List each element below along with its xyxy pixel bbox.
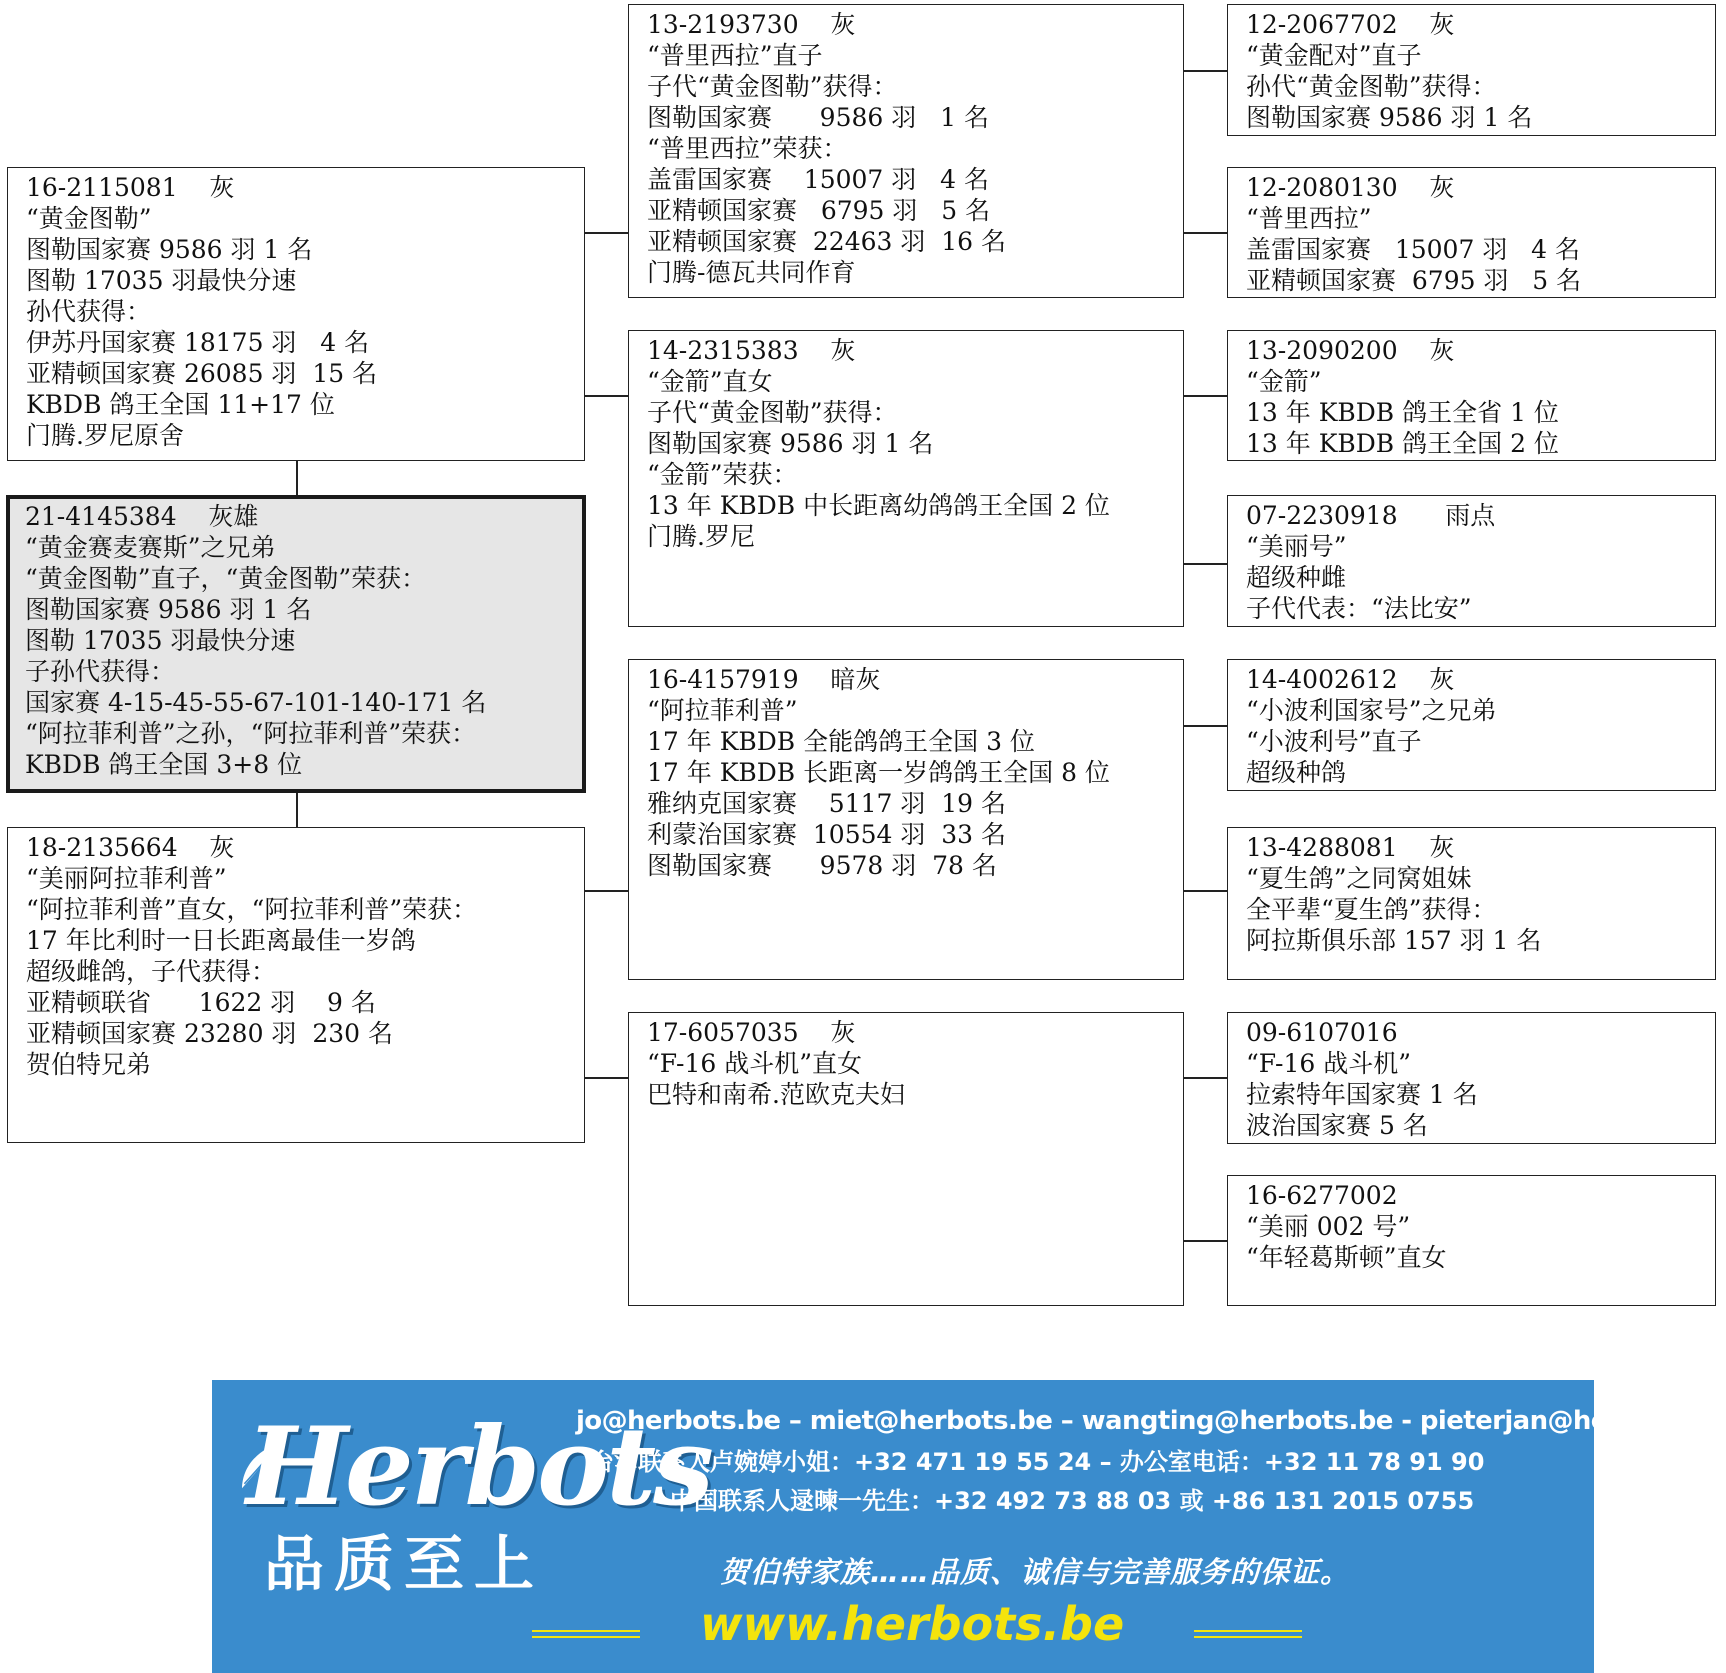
- website-right-rule-2: [1194, 1636, 1302, 1638]
- card-line: 阿拉斯俱乐部 157 羽 1 名: [1246, 926, 1542, 955]
- website-right-rule: [1194, 1630, 1302, 1632]
- website-link[interactable]: www.herbots.be: [700, 1597, 1125, 1651]
- ring-number-line: 18-2135664 灰: [26, 833, 235, 862]
- brand-slogan: 品质至上: [264, 1530, 544, 1600]
- card-line: 超级雌鸽，子代获得：: [26, 957, 277, 986]
- pigeon-name-line: “黄金图勒”: [26, 204, 152, 233]
- card-line: 孙代获得：: [26, 297, 152, 326]
- card-line: 超级种鸽: [1246, 758, 1347, 787]
- card-line: “普里西拉”荣获：: [647, 134, 848, 163]
- connector-sire-dam: [584, 395, 628, 397]
- card-line: 超级种雌: [1246, 563, 1347, 592]
- ring-number-line: 21-4145384 灰雄: [25, 502, 259, 531]
- card-line: 国家赛 4-15-45-55-67-101-140-171 名: [25, 688, 487, 717]
- tagline: 贺伯特家族……品质、诚信与完善服务的保证。: [720, 1555, 1351, 1589]
- card-line: 亚精顿联省 1622 羽 9 名: [26, 988, 376, 1017]
- card-line: 13 年 KBDB 中长距离幼鸽鸽王全国 2 位: [647, 491, 1110, 520]
- card-line: 盖雷国家赛 15007 羽 4 名: [1246, 235, 1581, 264]
- card-line: 17 年比利时一日长距离最佳一岁鸽: [26, 926, 416, 955]
- ring-number-line: 12-2080130 灰: [1246, 173, 1455, 202]
- card-line: KBDB 鸽王全国 3+8 位: [25, 750, 303, 779]
- card-line: 图勒 17035 羽最快分速: [26, 266, 297, 295]
- pigeon-name-line: “美丽阿拉菲利普”: [26, 864, 227, 893]
- herbots-banner: [212, 1380, 1726, 1673]
- ggp-card-1: [1227, 4, 1716, 136]
- dam-sire-card: [628, 659, 1184, 980]
- card-line: “黄金图勒”直子，“黄金图勒”荣获：: [25, 564, 427, 593]
- website-left-rule-2: [532, 1636, 640, 1638]
- pigeon-name-line: “金箭”: [1246, 367, 1322, 396]
- card-line: 13 年 KBDB 鸽王全国 2 位: [1246, 429, 1559, 458]
- sire-sire-card: [628, 4, 1184, 298]
- pigeon-name-line: “黄金配对”直子: [1246, 41, 1422, 70]
- ring-number-line: 07-2230918 雨点: [1246, 501, 1496, 530]
- ggp-card-7: [1227, 1012, 1716, 1144]
- pigeon-name-line: “F-16 战斗机”: [1246, 1049, 1411, 1078]
- ring-number-line: 14-4002612 灰: [1246, 665, 1455, 694]
- connector-ggp-2: [1183, 232, 1227, 234]
- connector-ggp-8: [1183, 1240, 1227, 1242]
- pigeon-name-line: “黄金赛麦赛斯”之兄弟: [25, 533, 276, 562]
- card-line: 波治国家赛 5 名: [1246, 1111, 1428, 1140]
- ggp-card-6: [1227, 827, 1716, 980]
- card-line: 门腾.罗尼: [647, 522, 755, 551]
- connector-ggp-7: [1183, 1077, 1227, 1079]
- ring-number-line: 16-6277002: [1246, 1181, 1398, 1210]
- taiwan-contact: 台湾联系人卢婉婷小姐：+32 471 19 55 24 – 办公室电话：+32 11 78 91 90: [590, 1448, 1485, 1476]
- card-line: 亚精顿国家赛 23280 羽 230 名: [26, 1019, 393, 1048]
- ring-number-line: 14-2315383 灰: [647, 336, 856, 365]
- ring-number-line: 13-2193730 灰: [647, 10, 856, 39]
- connector-sire-subject: [296, 461, 298, 497]
- pigeon-name-line: “普里西拉”直子: [647, 41, 823, 70]
- card-line: 利蒙治国家赛 10554 羽 33 名: [647, 820, 1007, 849]
- card-line: “金箭”荣获：: [647, 460, 798, 489]
- card-line: KBDB 鸽王全国 11+17 位: [26, 390, 335, 419]
- sire-dam-card: [628, 330, 1184, 627]
- ggp-card-3: [1227, 330, 1716, 461]
- connector-ggp-1: [1183, 70, 1227, 72]
- website-left-rule: [532, 1630, 640, 1632]
- dam-dam-card: [628, 1012, 1184, 1306]
- card-line: 17 年 KBDB 长距离一岁鸽鸽王全国 8 位: [647, 758, 1110, 787]
- pigeon-name-line: “美丽号”: [1246, 532, 1347, 561]
- card-line: 拉索特年国家赛 1 名: [1246, 1080, 1478, 1109]
- card-line: 巴特和南希.范欧克夫妇: [647, 1080, 905, 1109]
- card-line: 图勒国家赛 9586 羽 1 名: [25, 595, 312, 624]
- card-line: 亚精顿国家赛 26085 羽 15 名: [26, 359, 378, 388]
- dam-card: [7, 827, 585, 1143]
- card-line: 门腾.罗尼原舍: [26, 421, 184, 450]
- card-line: 13 年 KBDB 鸽王全省 1 位: [1246, 398, 1559, 427]
- email-contacts[interactable]: jo@herbots.be – miet@herbots.be – wangting@herbots.be - pieterjan@herbots.be: [576, 1406, 1726, 1436]
- ring-number-line: 09-6107016: [1246, 1018, 1398, 1047]
- ggp-card-5: [1227, 659, 1716, 791]
- connector-ggp-4: [1183, 563, 1227, 565]
- card-line: 亚精顿国家赛 6795 羽 5 名: [1246, 266, 1582, 295]
- card-line: 图勒国家赛 9586 羽 1 名: [26, 235, 313, 264]
- pigeon-name-line: “普里西拉”: [1246, 204, 1372, 233]
- card-line: 子代“黄金图勒”获得：: [647, 72, 898, 101]
- pigeon-name-line: “夏生鸽”之同窝姐妹: [1246, 864, 1472, 893]
- ring-number-line: 12-2067702 灰: [1246, 10, 1455, 39]
- card-line: 子代“黄金图勒”获得：: [647, 398, 898, 427]
- card-line: 图勒国家赛 9586 羽 1 名: [647, 103, 989, 132]
- card-line: 图勒国家赛 9578 羽 78 名: [647, 851, 997, 880]
- ring-number-line: 16-2115081 灰: [26, 173, 235, 202]
- card-line: 亚精顿国家赛 6795 羽 5 名: [647, 196, 991, 225]
- ring-number-line: 16-4157919 暗灰: [647, 665, 881, 694]
- card-line: 亚精顿国家赛 22463 羽 16 名: [647, 227, 1007, 256]
- card-line: 盖雷国家赛 15007 羽 4 名: [647, 165, 989, 194]
- brand-logo: Herbots: [246, 1404, 711, 1530]
- connector-dam-sire: [584, 890, 628, 892]
- card-line: 17 年 KBDB 全能鸽鸽王全国 3 位: [647, 727, 1035, 756]
- card-line: 贺伯特兄弟: [26, 1050, 152, 1079]
- card-line: “小波利号”直子: [1246, 727, 1422, 756]
- card-line: 图勒国家赛 9586 羽 1 名: [647, 429, 934, 458]
- card-line: “阿拉菲利普”直女，“阿拉菲利普”荣获：: [26, 895, 478, 924]
- card-line: “阿拉菲利普”之孙，“阿拉菲利普”荣获：: [25, 719, 477, 748]
- china-contact: 中国联系人逯暕一先生：+32 492 73 88 03 或 +86 131 2015 0755: [670, 1487, 1475, 1515]
- connector-subject-dam: [296, 791, 298, 827]
- sire-card: [7, 167, 585, 461]
- card-line: 子代代表：“法比安”: [1246, 594, 1472, 623]
- pigeon-name-line: “F-16 战斗机”直女: [647, 1049, 862, 1078]
- ggp-card-8: [1227, 1175, 1716, 1306]
- card-line: 门腾-德瓦共同作育: [647, 258, 856, 287]
- card-line: 图勒国家赛 9586 羽 1 名: [1246, 103, 1533, 132]
- pigeon-name-line: “金箭”直女: [647, 367, 773, 396]
- card-line: “年轻葛斯顿”直女: [1246, 1243, 1447, 1272]
- pigeon-name-line: “阿拉菲利普”: [647, 696, 798, 725]
- subject-card: [6, 495, 586, 793]
- ggp-card-2: [1227, 167, 1716, 298]
- pigeon-name-line: “小波利国家号”之兄弟: [1246, 696, 1497, 725]
- ggp-card-4: [1227, 495, 1716, 627]
- connector-ggp-3: [1183, 395, 1227, 397]
- ring-number-line: 13-4288081 灰: [1246, 833, 1455, 862]
- card-line: 孙代“黄金图勒”获得：: [1246, 72, 1497, 101]
- card-line: 全平辈“夏生鸽”获得：: [1246, 895, 1497, 924]
- ring-number-line: 17-6057035 灰: [647, 1018, 856, 1047]
- connector-ggp-5: [1183, 725, 1227, 727]
- connector-dam-dam: [584, 1077, 628, 1079]
- pigeon-name-line: “美丽 002 号”: [1246, 1212, 1411, 1241]
- card-line: 子孙代获得：: [25, 657, 176, 686]
- connector-sire-sire: [584, 232, 628, 234]
- card-line: 雅纳克国家赛 5117 羽 19 名: [647, 789, 1007, 818]
- card-line: 伊苏丹国家赛 18175 羽 4 名: [26, 328, 370, 357]
- card-line: 图勒 17035 羽最快分速: [25, 626, 296, 655]
- ring-number-line: 13-2090200 灰: [1246, 336, 1455, 365]
- connector-ggp-6: [1183, 890, 1227, 892]
